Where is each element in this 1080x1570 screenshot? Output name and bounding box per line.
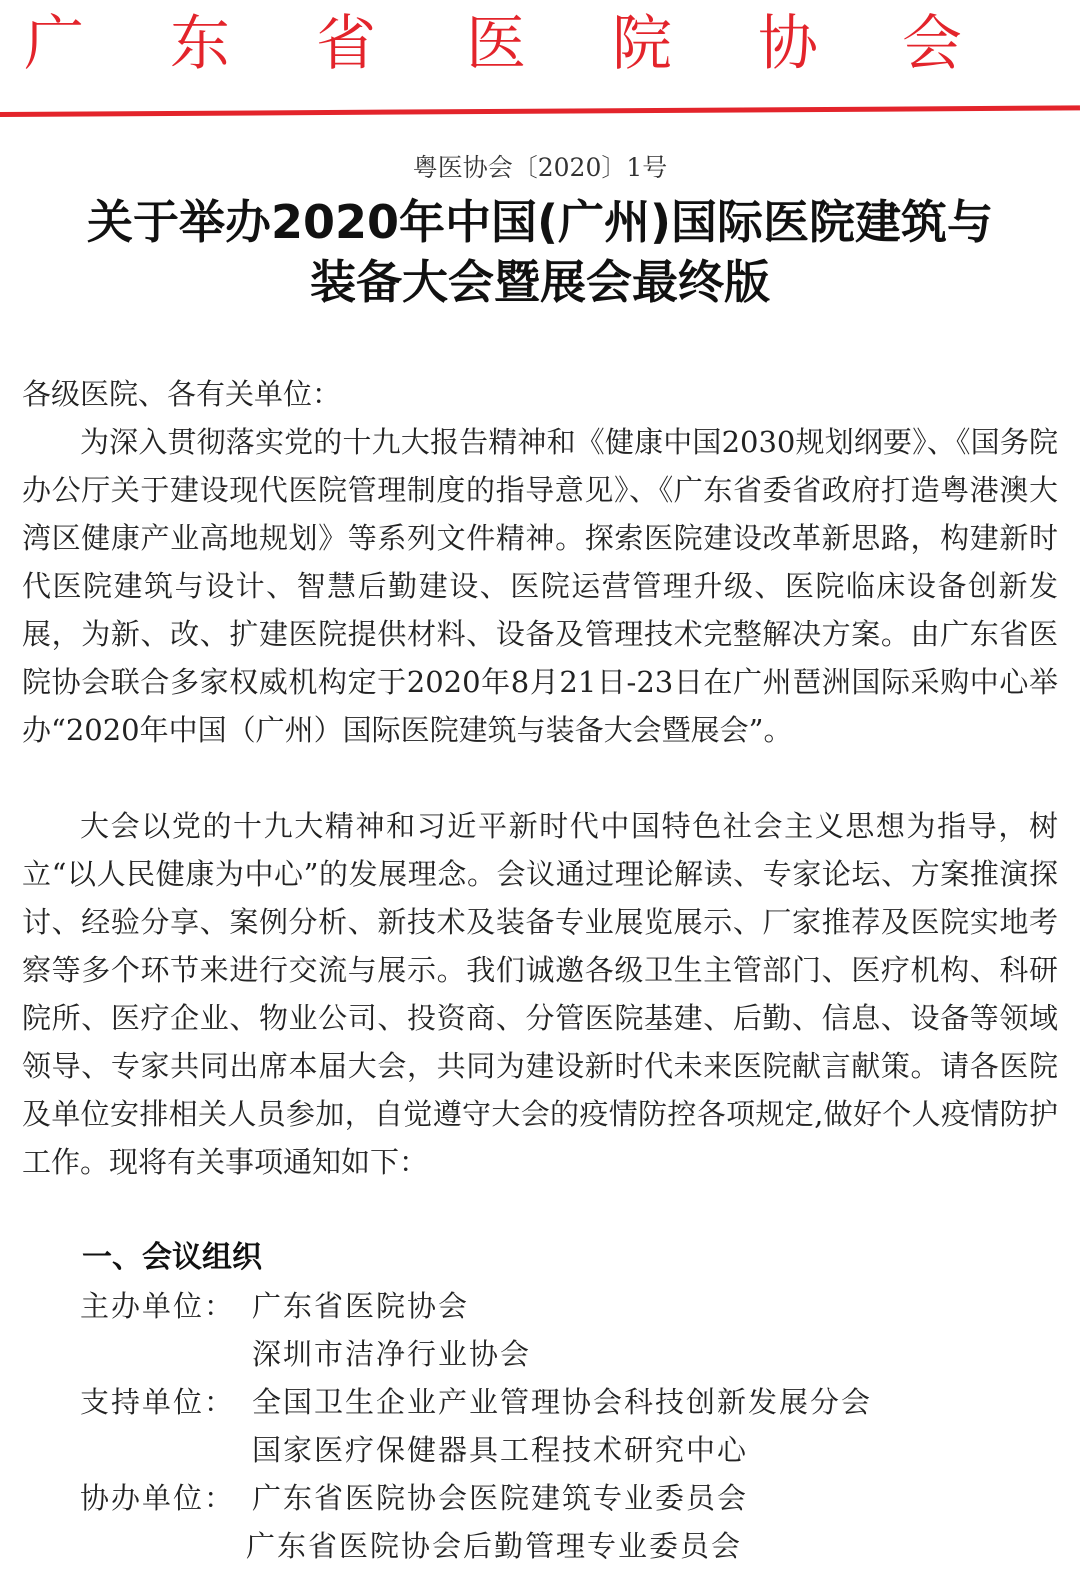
supporter-item: 全国卫生企业产业管理协会科技创新发展分会	[252, 1385, 873, 1419]
body-paragraph-2: 大会以党的十九大精神和习近平新时代中国特色社会主义思想为指导，树立“以人民健康为中心”的发展理念。会议通过理论解读、专家论坛、方案推演探讨、经验分享、案例分析、新技术及装备专业展览展示、厂家推荐及医院实地考察等多个环节来进行交流与展示。我们诚邀各级卫生主管部门、医疗机构、科研院所、医疗企业、物业公司、投资商、分管医院基建、后勤、信息、设备等领域领导、专家共同出席本届大会，共同为建设新时代未来医院献言献策。请各医院及单位安排相关人员参加，自觉遵守大会的疫情防控各项规定,做好个人疫情防护工作。现将有关事项通知如下：	[22, 809, 1058, 1179]
section-heading-meeting-organization: 一、会议组织	[82, 1240, 262, 1275]
organizer-item: 深圳市洁净行业协会	[252, 1337, 532, 1371]
coorganizer-item: 广东省医院协会后勤管理专业委员会	[246, 1529, 743, 1563]
coorganizer-item: 广东省医院协会医院建筑专业委员会	[252, 1481, 749, 1515]
letterhead-char: 广	[24, 9, 84, 79]
document-title	[0, 192, 1080, 312]
coorganizer-label: 协办单位：	[80, 1481, 236, 1515]
letterhead-char: 东	[170, 9, 230, 79]
supporter-item: 国家医疗保健器具工程技术研究中心	[252, 1433, 749, 1467]
body-paragraph-1: 为深入贯彻落实党的十九大报告精神和《健康中国2030规划纲要》、《国务院办公厅关于建设现代医院管理制度的指导意见》、《广东省委省政府打造粤港澳大湾区健康产业高地规划》等系列文件精神。探索医院建设改革新思路，构建新时代医院建筑与设计、智慧后勤建设、医院运营管理升级、医院临床设备创新发展，为新、改、扩建医院提供材料、设备及管理技术完整解决方案。由广东省医院协会联合多家权威机构定于2020年8月21日-23日在广州琶洲国际采购中心举办“2020年中国（广州）国际医院建筑与装备大会暨展会”。	[22, 425, 1058, 747]
supporter-label: 支持单位：	[80, 1385, 236, 1419]
letterhead-red-rule	[0, 105, 1080, 117]
letterhead	[0, 0, 1080, 80]
letterhead-char: 医	[466, 9, 526, 79]
salutation: 各级医院、各有关单位：	[22, 377, 342, 411]
letterhead-char: 协	[758, 9, 818, 79]
letterhead-char: 省	[316, 9, 376, 79]
organizer-label: 主办单位：	[80, 1289, 236, 1323]
document-title-line-2: 装备大会暨展会最终版	[310, 255, 770, 309]
document-number: 粤医协会〔2020〕1号	[412, 153, 668, 182]
document-title-line-1: 关于举办2020年中国(广州)国际医院建筑与	[86, 195, 994, 249]
organizer-item: 广东省医院协会	[252, 1289, 470, 1323]
letterhead-char: 院	[612, 9, 672, 79]
letterhead-char: 会	[902, 9, 962, 79]
